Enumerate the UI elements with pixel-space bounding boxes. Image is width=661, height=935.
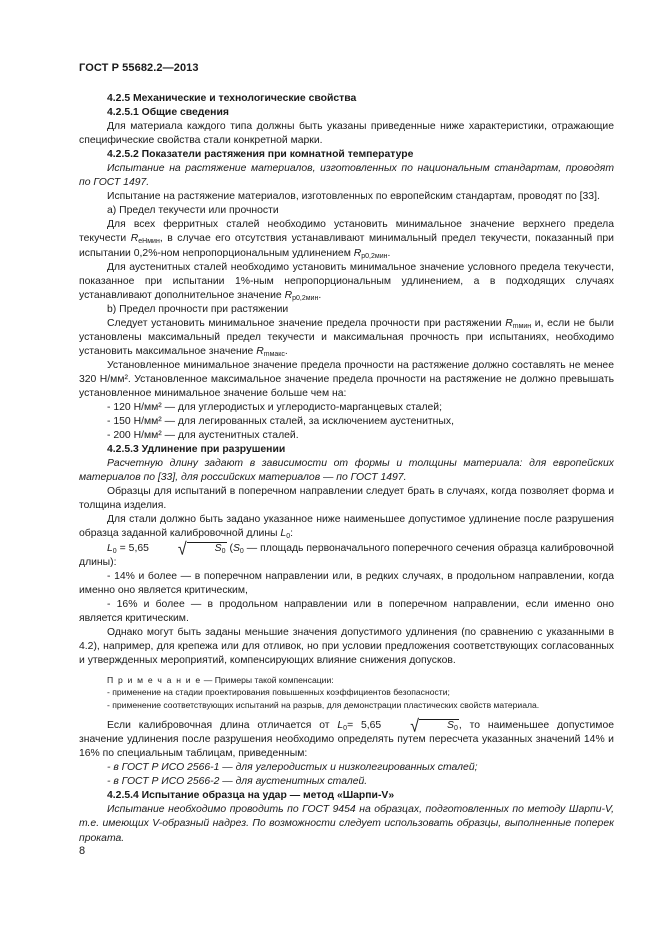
paragraph: Для аустенитных сталей необходимо установить минимальное значение условного предела текучести, показанное при испытании 1%-ным непропорциональным удлинением, а в подходящих случаях устанавливают дополнительное значение $R_{p0,2мин}$.: [79, 261, 614, 302]
paragraph: Для материала каждого типа должны быть указаны приведенные ниже характеристики, отражающие специфические свойства стали конкретной марки.: [79, 121, 614, 147]
document-body: [79, 92, 614, 846]
list-heading: a) Предел текучести или прочности: [107, 205, 279, 217]
paragraph: Испытание на растяжение материалов, изготовленных по национальным стандартам, проводят по ГОСТ 1497.: [79, 163, 614, 189]
list-heading: b) Предел прочности при растяжении: [107, 303, 289, 315]
paragraph: Следует установить минимальное значение предела прочности при растяжении $R_{mмин}$ и, если не были установлены максимальный предел текучести и максимальная прочность при испытаниях, необходимо установить максимальное значение $R_{mмакс}$.: [79, 317, 614, 358]
list-item: - в ГОСТ Р ИСО 2566-1 — для углеродистых и низколегированных сталей;: [107, 762, 478, 774]
paragraph: Установленное минимальное значение предела прочности на растяжение должно составлять не менее 320 Н/мм². Установленное максимальное значение предела прочности на растяжение не должно превышать установленное минимальное значение больше чем на:: [79, 359, 614, 399]
radicand: $S_0$: [419, 719, 459, 732]
list-item: - 120 Н/мм² — для углеродистых и углеродисто-марганцевых сталей;: [107, 402, 442, 414]
paragraph: Испытание необходимо проводить по ГОСТ 9454 на образцах, подготовленных по методу Шарпи-V, т.е. имеющих V-образный надрез. По возможности следует использовать образцы, выполненные поперек проката.: [79, 804, 614, 844]
paragraph: Если калибровочная длина отличается от $L_0= 5,65$ √ $S_0$, то наименьшее допустимое значение удлинения после разрушения необходимо определять путем пересчета указанных значений 14% и 16% по специальным таблицам, приведенным:: [79, 717, 615, 760]
note: П р и м е ч а н и е — Примеры такой компенсации:: [107, 674, 334, 685]
section-title-4-2-5-1: 4.2.5.1 Общие сведения: [107, 107, 229, 119]
section-title-4-2-5-2: 4.2.5.2 Показатели растяжения при комнатной температуре: [107, 149, 414, 161]
list-item: - 14% и более — в поперечном направлении или, в редких случаях, в продольном направлении, когда именно оно является критическим,: [79, 570, 614, 596]
section-title-4-2-5-3: 4.2.5.3 Удлинение при разрушении: [107, 444, 286, 456]
document-header: ГОСТ Р 55682.2—2013: [79, 62, 199, 74]
sqrt-sign: √: [177, 539, 187, 559]
paragraph: Для стали должно быть задано указанное ниже наименьшее допустимое удлинение после разрушения образца заданной калибровочной длины $L_0$:: [79, 514, 614, 541]
list-item: - 16% и более — в продольном направлении или в поперечном направлении, если именно оно является критическим.: [79, 598, 614, 624]
page-number: 8: [79, 845, 86, 857]
list-item: - 150 Н/мм² — для легированных сталей, за исключением аустенитных,: [107, 416, 454, 428]
paragraph: Испытание на растяжение материалов, изготовленных по европейским стандартам, проводят по [33].: [107, 191, 600, 203]
paragraph: Образцы для испытаний в поперечном направлении следует брать в случаях, когда позволяет форма и толщина изделия.: [79, 486, 614, 512]
list-item: - 200 Н/мм² — для аустенитных сталей.: [107, 430, 299, 442]
list-item: - в ГОСТ Р ИСО 2566-2 — для аустенитных сталей.: [107, 776, 368, 788]
formula-paragraph: $L_0 = 5,65$ √ $S_0$ ($S_0$ — площадь первоначального поперечного сечения образца калибровочной длины):: [79, 539, 614, 568]
paragraph: Для всех ферритных сталей необходимо установить минимальное значение верхнего предела текучести $R_{eHмин}$, в случае его отсутствия устанавливают минимальный предел текучести, показанный при испытании 0,2%-ном непропорциональным удлинением $R_{p0,2мин}$.: [79, 219, 614, 260]
sqrt-sign: √: [410, 717, 419, 736]
radicand: $S_0$: [187, 542, 227, 555]
note-item: - применение на стадии проектирования повышенных коэффициентов безопасности;: [107, 687, 450, 698]
section-title-4-2-5-4: 4.2.5.4 Испытание образца на удар — метод «Шарпи-V»: [107, 790, 395, 802]
section-title-4-2-5: 4.2.5 Механические и технологические свойства: [107, 93, 357, 104]
note-item: - применение соответствующих испытаний на разрыв, для демонстрации пластических свойств материала.: [107, 699, 540, 710]
paragraph: Однако могут быть заданы меньшие значения допустимого удлинения (по сравнению с указанными в 4.2), например, для крепежа или для отливок, но при условии предложения соответствующих согласованных и утвержденных мероприятий, компенсирующих влияние снижения допусков.: [79, 626, 614, 666]
paragraph: Расчетную длину задают в зависимости от формы и толщины материала: для европейских материалов по [33], для российских материалов — по ГОСТ 1497.: [79, 458, 614, 484]
